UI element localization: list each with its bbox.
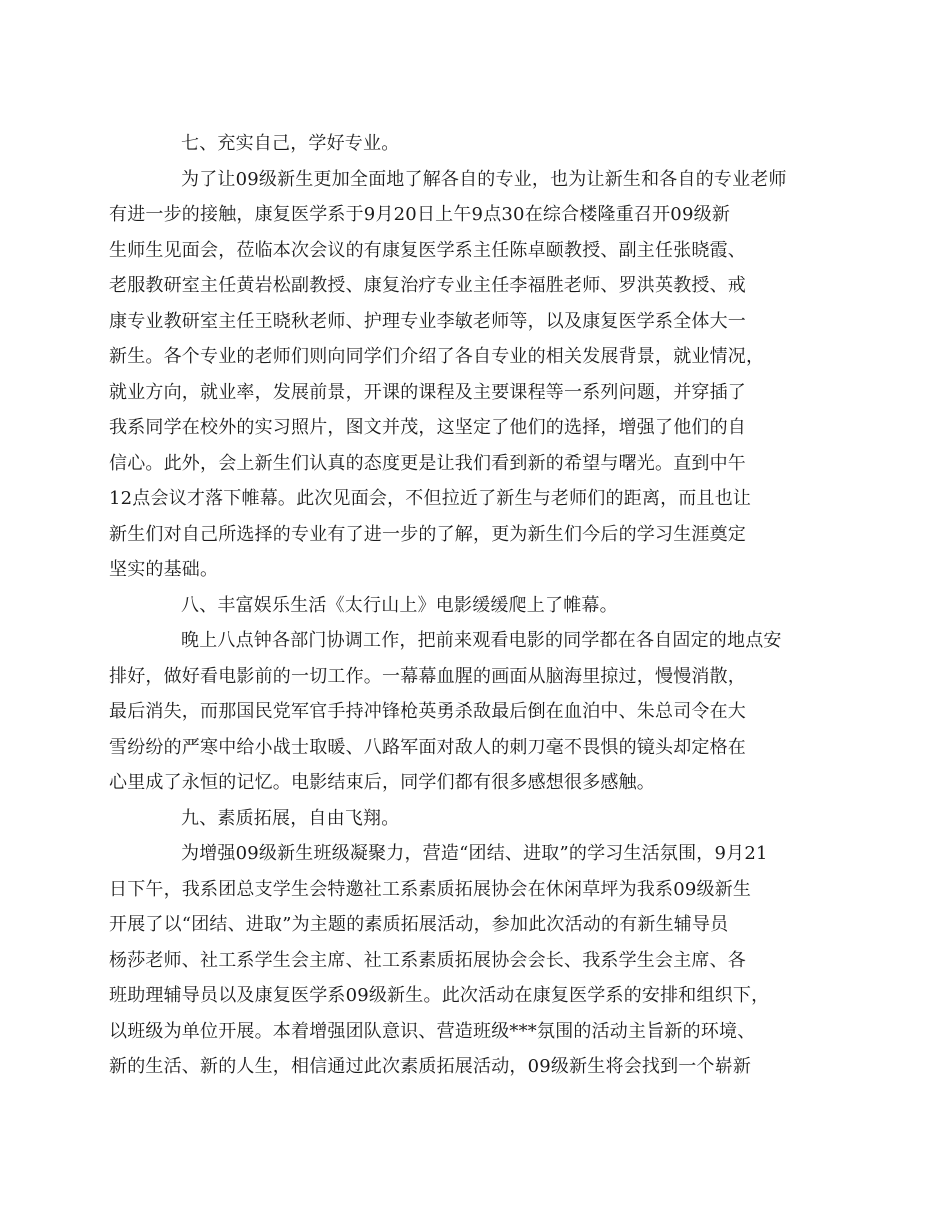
text-line: 康专业教研室主任王晓秋老师、护理专业李敏老师等，以及康复医学系全体大一 [109,310,746,332]
text-line: 新生们对自己所选择的专业有了进一步的了解，更为新生们今后的学习生涯奠定 [109,523,746,545]
section-heading-8: 八、丰富娱乐生活《太行山上》电影缓缓爬上了帷幕。 [181,594,618,616]
document-body [109,126,815,1085]
section-paragraph-9 [109,836,815,1085]
section-heading-7: 七、充实自己，学好专业。 [181,133,400,154]
text-line: 生师生见面会，莅临本次会议的有康复医学系主任陈卓颐教授、副主任张晓霞、 [109,239,746,261]
section-paragraph-8 [109,623,815,801]
text-line: 老服教研室主任黄岩松副教授、康复治疗专业主任李福胜老师、罗洪英教授、戒 [109,275,746,296]
text-line: 日下午，我系团总支学生会特邀社工系素质拓展协会在休闲草坪为我系09级新生 [109,878,752,900]
text-line: 班助理辅导员以及康复医学系09级新生。此次活动在康复医学系的安排和组织下， [109,985,770,1006]
text-line: 杨莎老师、社工系学生会主席、社工系素质拓展协会会长、我系学生会主席、各 [109,949,746,971]
text-line: 12点会议才落下帷幕。此次见面会，不但拉近了新生与老师们的距离，而且也让 [109,488,752,509]
text-line: 新生。各个专业的老师们则向同学们介绍了各自专业的相关发展背景，就业情况， [109,346,765,367]
text-line: 晚上八点钟各部门协调工作，把前来观看电影的同学都在各自固定的地点安 [181,630,782,651]
section-paragraph-7 [109,162,815,588]
text-line: 雪纷纷的严寒中给小战士取暖、八路军面对敌人的刺刀毫不畏惧的镜头却定格在 [109,736,746,758]
section-heading-9: 九、素质拓展，自由飞翔。 [181,807,400,829]
text-line: 信心。此外，会上新生们认真的态度更是让我们看到新的希望与曙光。直到中午 [109,452,746,474]
text-line: 为增强09级新生班级凝聚力，营造“团结、进取”的学习生活氛围，9月21 [181,843,768,864]
text-line: 我系同学在校外的实习照片，图文并茂，这坚定了他们的选择，增强了他们的自 [109,417,746,438]
text-line: 心里成了永恒的记忆。电影结束后，同学们都有很多感想很多感触。 [109,772,655,793]
text-line: 新的生活、新的人生，相信通过此次素质拓展活动，09级新生将会找到一个崭新 [109,1056,752,1077]
text-line: 坚实的基础。 [109,559,219,580]
text-line: 有进一步的接触，康复医学系于9月20日上午9点30在综合楼隆重召开09级新 [109,204,731,225]
text-line: 为了让09级新生更加全面地了解各自的专业，也为让新生和各自的专业老师 [181,168,787,190]
text-line: 最后消失，而那国民党军官手持冲锋枪英勇杀敌最后倒在血泊中、朱总司令在大 [109,701,746,722]
text-line: 排好，做好看电影前的一切工作。一幕幕血腥的画面从脑海里掠过，慢慢消散， [109,665,746,687]
text-line: 开展了以“团结、进取”为主题的素质拓展活动，参加此次活动的有新生辅导员 [109,914,729,935]
text-line: 以班级为单位开展。本着增强团队意识、营造班级***氛围的活动主旨新的环境、 [109,1020,756,1042]
text-line: 就业方向，就业率，发展前景，开课的课程及主要课程等一系列问题，并穿插了 [109,381,746,403]
